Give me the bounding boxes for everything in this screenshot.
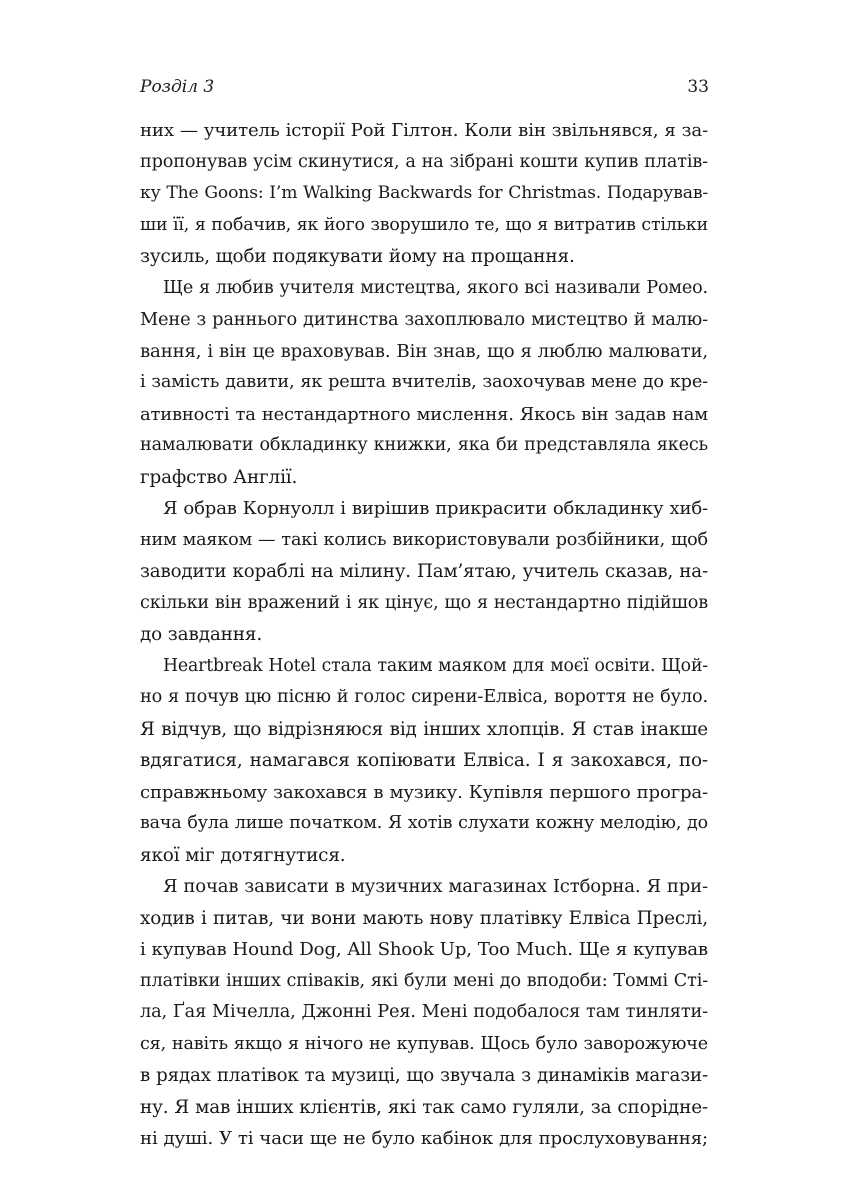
running-head — [140, 74, 709, 100]
text-line: справжньому закохався в музику. Купівля першого програ- — [140, 781, 708, 803]
text-line: Мене з раннього дитинства захоплювало мистецтво й малю- — [140, 309, 708, 330]
text-line: в рядах платівок та музиці, що звучала з динаміків магази- — [140, 1065, 708, 1086]
text-line: ши її, я побачив, як його зворушило те, що я витратив стільки — [140, 214, 708, 235]
text-line: ла, Ґая Мічелла, Джонні Рея. Мені подобалося там тинляти- — [140, 1002, 708, 1022]
body-text — [140, 115, 708, 1155]
text-line: якої міг дотягнутися. — [140, 844, 346, 866]
text-line: Я обрав Корнуолл і вирішив прикрасити обкладинку хиб- — [163, 498, 708, 519]
text-line: і купував Hound Dog, All Shook Up, Too Much. Ще я купував — [140, 939, 708, 960]
text-line: Я відчув, що відрізняюся від інших хлопців. Я став інакше — [140, 718, 708, 740]
text-line: Ще я любив учителя мистецтва, якого всі називали Ромео. — [163, 277, 708, 298]
text-line: ку The Goons: I’m Walking Backwards for Christmas. Подарував- — [140, 183, 708, 203]
chapter-label: Розділ 3 — [140, 77, 215, 97]
text-line: графство Англії. — [140, 466, 298, 488]
text-line: вдягатися, намагався копіювати Елвіса. І я закохався, по- — [140, 750, 708, 771]
text-line: платівки інших співаків, які були мені до вподоби: Томмі Сті- — [140, 970, 708, 991]
text-line: і замість давити, як решта вчителів, заохочував мене до кре- — [140, 372, 708, 392]
text-line: пропонував усім скинутися, а на зібрані кошти купив платів- — [140, 151, 708, 172]
text-line: вання, і він це враховував. Він знав, що я люблю малювати, — [140, 340, 708, 362]
text-line: ативності та нестандартного мислення. Якось він задав нам — [140, 403, 708, 425]
text-line: Heartbreak Hotel стала таким маяком для моєї освіти. Щой- — [163, 655, 708, 676]
text-line: ну. Я мав інших клієнтів, які так само гуляли, за спорідне- — [140, 1096, 708, 1118]
text-line: намалювати обкладинку книжки, яка би представляла якесь — [140, 435, 708, 455]
text-line: заводити кораблі на мілину. Пам’ятаю, учитель сказав, на- — [140, 561, 708, 582]
text-line: ні душі. У ті часи ще не було кабінок для прослуховування; — [140, 1128, 708, 1149]
text-line: до завдання. — [140, 624, 263, 645]
text-line: но я почув цю пісню й голос сирени-Елвіса, вороття не було. — [140, 687, 708, 707]
text-line: ходив і питав, чи вони мають нову платівку Елвіса Преслі, — [140, 907, 708, 929]
text-line: Я почав зависати в музичних магазинах Істборна. Я при- — [163, 876, 708, 897]
text-line: ся, навіть якщо я нічого не купував. Щось було заворожуюче — [140, 1033, 708, 1054]
page-number: 33 — [687, 77, 709, 97]
text-line: ним маяком — такі колись використовували розбійники, щоб — [140, 529, 708, 550]
text-line: них — учитель історії Рой Гілтон. Коли він звільнявся, я за- — [140, 120, 708, 141]
text-line: вача була лише початком. Я хотів слухати кожну мелодію, до — [140, 813, 708, 833]
text-line: скільки він вражений і як цінує, що я нестандартно підійшов — [140, 592, 708, 613]
text-line: зусиль, щоби подякувати йому на прощання. — [140, 246, 575, 267]
